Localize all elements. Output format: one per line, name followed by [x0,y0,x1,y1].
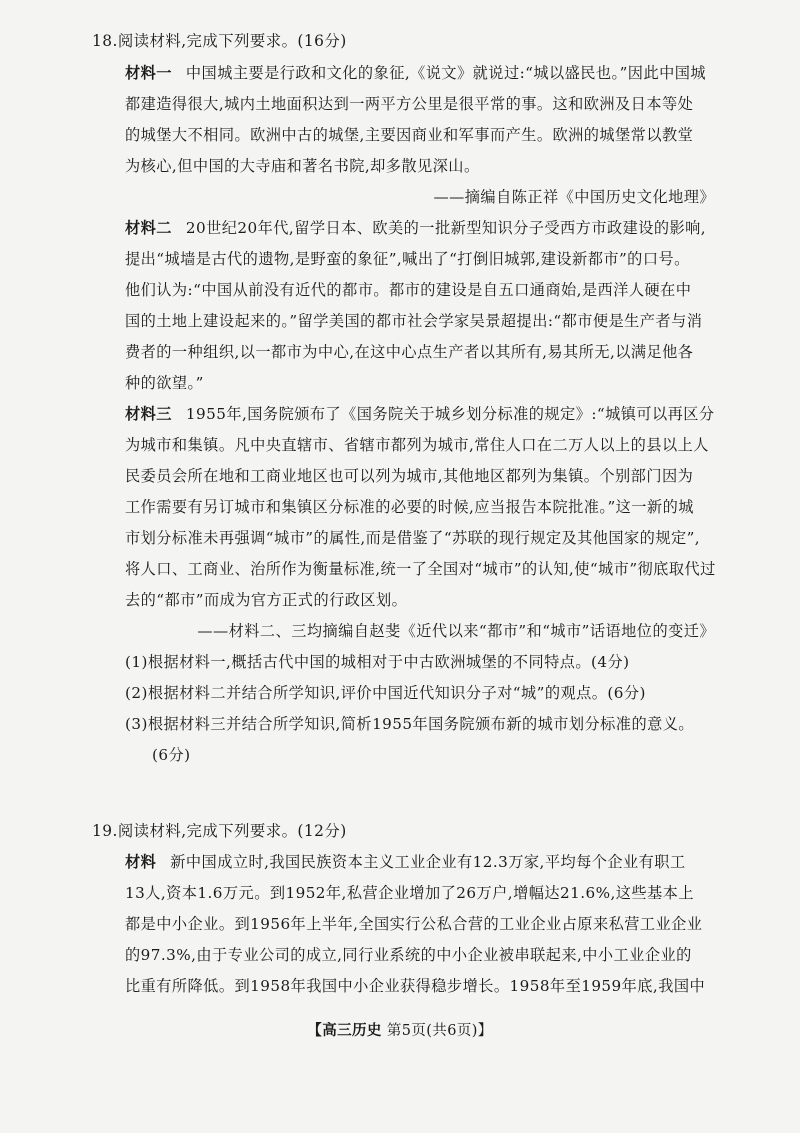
q18-subquestion-3: (3)根据材料三并结合所学知识,简析1955年国务院颁布新的城市划分标准的意义。 [125,715,694,733]
q19-m-line-5: 比重有所降低。到1958年我国中小企业获得稳步增长。1958年至1959年底,我国中 [125,977,706,995]
q18-m1-line-3: 的城堡大不相同。欧洲中古的城堡,主要因商业和军事而产生。欧洲的城堡常以教堂 [125,126,694,144]
q19-title: 19.阅读材料,完成下列要求。(12分) [92,822,347,840]
q18-m3-line-6: 将人口、工商业、治所作为衡量标准,统一了全国对“城市”的认知,使“城市”彻底取代过 [125,560,716,578]
q18-m3-line-7: 去的“都市”而成为官方正式的行政区划。 [125,591,408,609]
q18-m1-source: ——摘编自陈正祥《中国历史文化地理》 [433,188,715,206]
q18-subquestion-3-points: (6分) [152,746,191,764]
footer-page-number: 第5页(共6页)】 [386,1023,493,1039]
q18-m3-line-2: 为城市和集镇。凡中央直辖市、省辖市都列为城市,常住人口在二万人以上的县以上人 [125,436,709,454]
q18-m3-line-5: 市划分标准未再强调“城市”的属性,而是借鉴了“苏联的现行规定及其他国家的规定”, [125,529,701,547]
q18-m2-line-1: 材料二 20世纪20年代,留学日本、欧美的一批新型知识分子受西方市政建设的影响, [125,219,707,237]
q18-m2-line-5: 费者的一种组织,以一都市为中心,在这中心点生产者以其所有,易其所无,以满足他各 [125,343,694,361]
q18-m3-line-3: 民委员会所在地和工商业地区也可以列为城市,其他地区都列为集镇。个别部门因为 [125,467,694,485]
q18-m2-line-2: 提出“城墙是古代的遗物,是野蛮的象征”,喊出了“打倒旧城郭,建设新都市”的口号。 [125,250,690,268]
q18-m1-line-2: 都建造得很大,城内土地面积达到一两平方公里是很平常的事。这和欧洲及日本等处 [125,95,694,113]
q18-m2-line-4: 国的土地上建设起来的。”留学美国的都市社会学家吴景超提出:“都市便是生产者与消 [125,312,703,330]
q18-m2-label: 材料二 [125,219,172,237]
page-footer [0,1020,800,1042]
q18-m2-line-3: 他们认为:“中国从前没有近代的都市。都市的建设是自五口通商始,是西洋人硬在中 [125,281,692,299]
footer-subject: 【高三历史 [307,1023,382,1039]
q18-subquestion-2: (2)根据材料二并结合所学知识,评价中国近代知识分子对“城”的观点。(6分) [125,684,646,702]
q18-m1-line-1: 材料一 中国城主要是行政和文化的象征,《说文》就说过:“城以盛民也。”因此中国城 [125,64,706,82]
q18-m3-line-4: 工作需要有另订城市和集镇区分标准的必要的时候,应当报告本院批准。”这一新的城 [125,498,694,516]
q18-m1-line-4: 为核心,但中国的大寺庙和著名书院,却多散见深山。 [125,157,480,175]
q18-subquestion-1: (1)根据材料一,概括古代中国的城相对于中古欧洲城堡的不同特点。(4分) [125,653,630,671]
q19-m-line-1: 材料 新中国成立时,我国民族资本主义工业企业有12.3万家,平均每个企业有职工 [125,853,686,871]
q18-m3-label: 材料三 [125,405,172,423]
q18-m3-source: ——材料二、三均摘编自赵斐《近代以来“都市”和“城市”话语地位的变迁》 [197,622,715,640]
q19-m-label: 材料 [125,853,157,871]
q18-title: 18.阅读材料,完成下列要求。(16分) [92,32,347,50]
q19-m-line-2: 13人,资本1.6万元。到1952年,私营企业增加了26万户,增幅达21.6%,这些基本上 [125,884,694,902]
q18-m1-label: 材料一 [125,64,172,82]
q18-m3-line-1: 材料三 1955年,国务院颁布了《国务院关于城乡划分标准的规定》:“城镇可以再区分 [125,405,715,423]
q18-m2-line-6: 种的欲望。” [125,374,204,392]
q19-m-line-4: 的97.3%,由于专业公司的成立,同行业系统的中小企业被串联起来,中小工业企业的 [125,946,692,964]
q19-m-line-3: 都是中小企业。到1956年上半年,全国实行公私合营的工业企业占原来私营工业企业 [125,915,703,933]
